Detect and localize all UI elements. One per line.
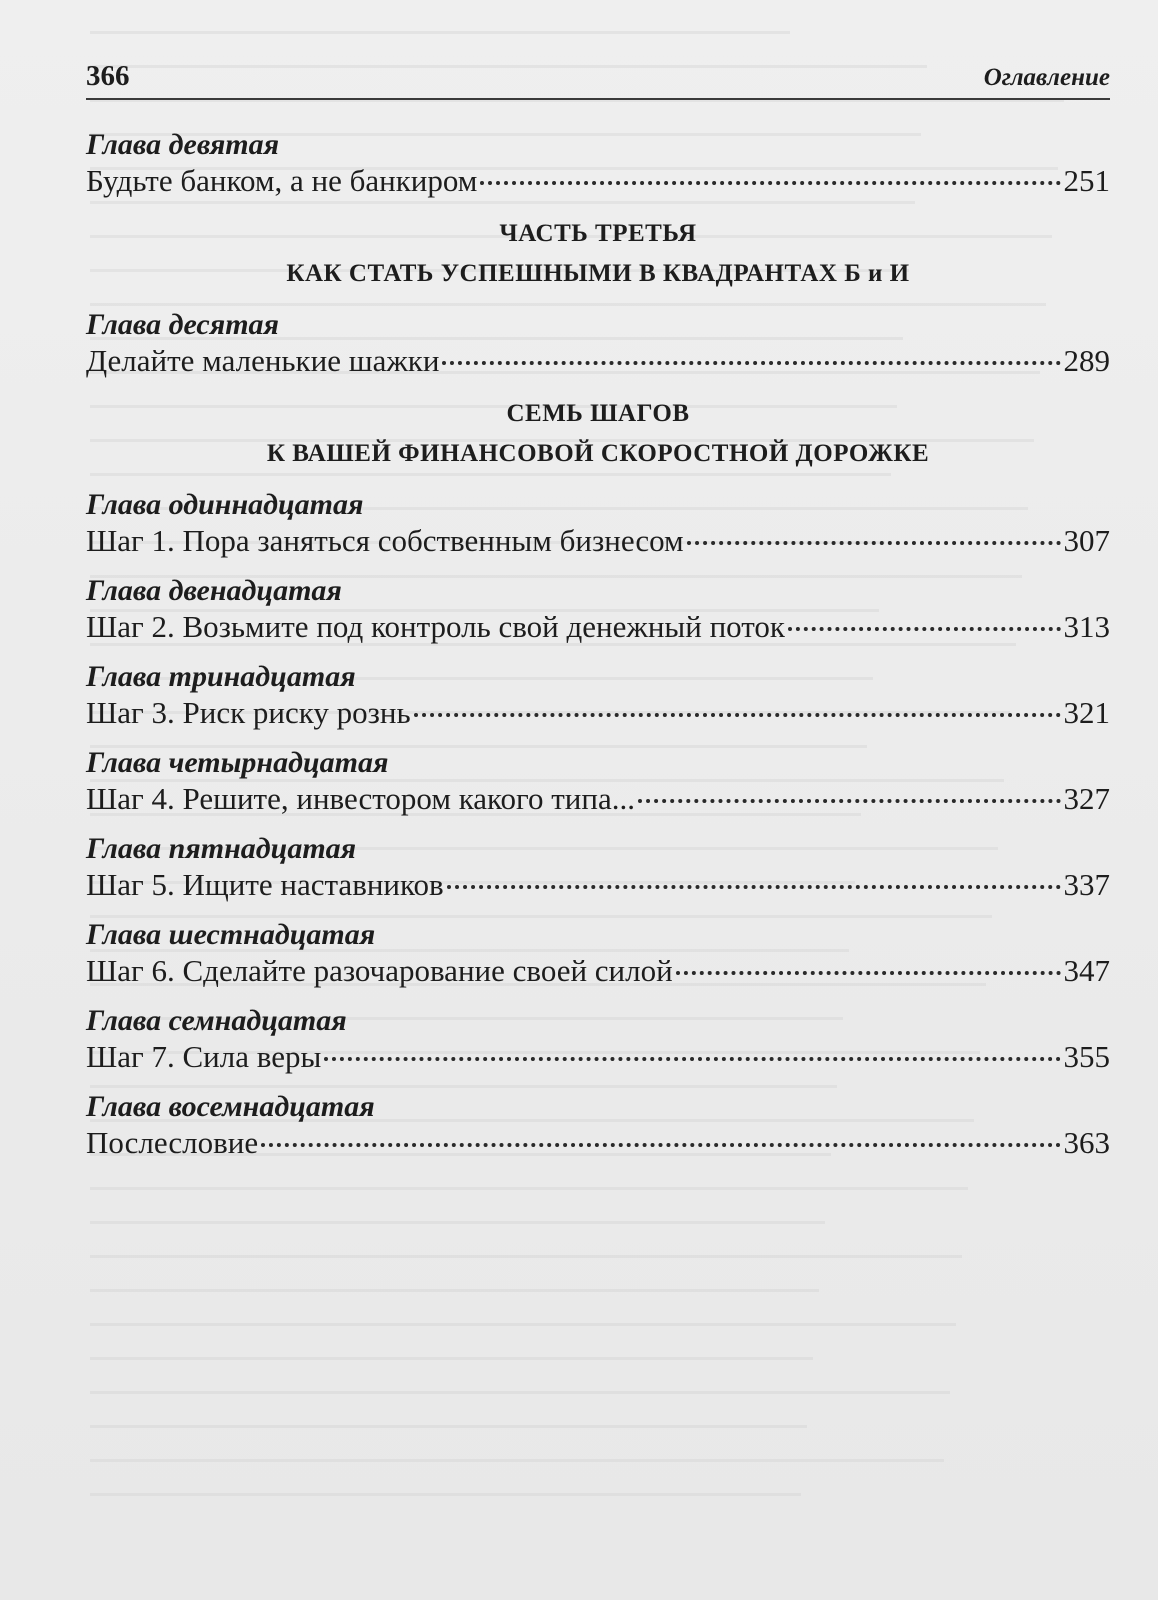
page-number: 366: [86, 60, 130, 92]
entry-page: 289: [1063, 343, 1110, 378]
toc-chapter: [86, 1004, 1110, 1076]
chapter-label: Глава шестнадцатая: [86, 918, 376, 951]
entry-title: Шаг 3. Риск риску рознь: [86, 695, 411, 730]
toc-entry[interactable]: [86, 1038, 1110, 1076]
show-through-line: [90, 31, 790, 34]
dot-leader: [447, 885, 1061, 889]
entry-title: Шаг 2. Возьмите под контроль свой денежный поток: [86, 609, 785, 644]
show-through-line: [90, 1493, 801, 1496]
entry-title: Шаг 1. Пора заняться собственным бизнесом: [86, 523, 684, 558]
chapter-label: Глава пятнадцатая: [86, 832, 357, 865]
entry-page: 363: [1063, 1125, 1110, 1160]
entry-title: Шаг 6. Сделайте разочарование своей силой: [86, 953, 673, 988]
toc-chapter: [86, 832, 1110, 904]
toc-chapter: [86, 128, 1110, 200]
entry-title: Делайте маленькие шажки: [86, 343, 440, 378]
toc-chapter: [86, 574, 1110, 646]
toc-entry[interactable]: [86, 780, 1110, 818]
running-title: Оглавление: [983, 64, 1110, 91]
dot-leader: [442, 361, 1060, 365]
toc-chapter: [86, 488, 1110, 560]
dot-leader: [261, 1143, 1060, 1147]
entry-page: 327: [1063, 781, 1110, 816]
show-through-line: [90, 1289, 819, 1292]
chapter-label: Глава тринадцатая: [86, 660, 356, 693]
toc-entry[interactable]: [86, 952, 1110, 990]
toc-entry[interactable]: [86, 342, 1110, 380]
entry-page: 355: [1063, 1039, 1110, 1074]
show-through-line: [90, 1323, 956, 1326]
entry-title: Будьте банком, а не банкиром: [86, 163, 478, 198]
show-through-line: [90, 1187, 968, 1190]
dot-leader: [788, 627, 1061, 631]
chapter-label: Глава одиннадцатая: [86, 488, 364, 521]
dot-leader: [687, 541, 1061, 545]
table-of-contents: [86, 128, 1110, 1176]
show-through-line: [90, 1221, 825, 1224]
dot-leader: [414, 713, 1061, 717]
entry-page: 321: [1063, 695, 1110, 730]
page-header: [86, 58, 1110, 100]
part-line: КАК СТАТЬ УСПЕШНЫМИ В КВАДРАНТАХ Б и И: [286, 260, 910, 287]
toc-chapter: [86, 918, 1110, 990]
dot-leader: [638, 799, 1061, 803]
show-through-line: [90, 1425, 807, 1428]
dot-leader: [480, 181, 1060, 185]
toc-entry[interactable]: [86, 1124, 1110, 1162]
entry-title: Шаг 7. Сила веры: [86, 1039, 322, 1074]
entry-title: Шаг 5. Ищите наставников: [86, 867, 444, 902]
dot-leader: [676, 971, 1061, 975]
entry-page: 337: [1063, 867, 1110, 902]
entry-page: 347: [1063, 953, 1110, 988]
show-through-line: [90, 1357, 813, 1360]
toc-entry[interactable]: [86, 694, 1110, 732]
chapter-label: Глава семнадцатая: [86, 1004, 347, 1037]
show-through-line: [90, 1459, 944, 1462]
dot-leader: [324, 1057, 1060, 1061]
toc-chapter: [86, 1090, 1110, 1162]
toc-chapter: [86, 660, 1110, 732]
show-through-line: [90, 1391, 950, 1394]
entry-title: Послесловие: [86, 1125, 259, 1160]
toc-entry[interactable]: [86, 608, 1110, 646]
chapter-label: Глава десятая: [86, 308, 279, 341]
toc-chapter: [86, 308, 1110, 380]
toc-entry[interactable]: [86, 162, 1110, 200]
entry-title: Шаг 4. Решите, инвестором какого типа...: [86, 781, 635, 816]
entry-page: 313: [1063, 609, 1110, 644]
chapter-label: Глава девятая: [86, 128, 280, 161]
toc-entry[interactable]: [86, 866, 1110, 904]
toc-entry[interactable]: [86, 522, 1110, 560]
chapter-label: Глава восемнадцатая: [86, 1090, 375, 1123]
entry-page: 307: [1063, 523, 1110, 558]
part-heading: [86, 394, 1110, 474]
chapter-label: Глава двенадцатая: [86, 574, 342, 607]
toc-chapter: [86, 746, 1110, 818]
chapter-label: Глава четырнадцатая: [86, 746, 389, 779]
part-line: СЕМЬ ШАГОВ: [506, 400, 690, 427]
part-heading: [86, 214, 1110, 294]
entry-page: 251: [1063, 163, 1110, 198]
part-line: К ВАШЕЙ ФИНАНСОВОЙ СКОРОСТНОЙ ДОРОЖКЕ: [266, 440, 930, 467]
show-through-line: [90, 1255, 962, 1258]
part-line: ЧАСТЬ ТРЕТЬЯ: [499, 220, 697, 247]
